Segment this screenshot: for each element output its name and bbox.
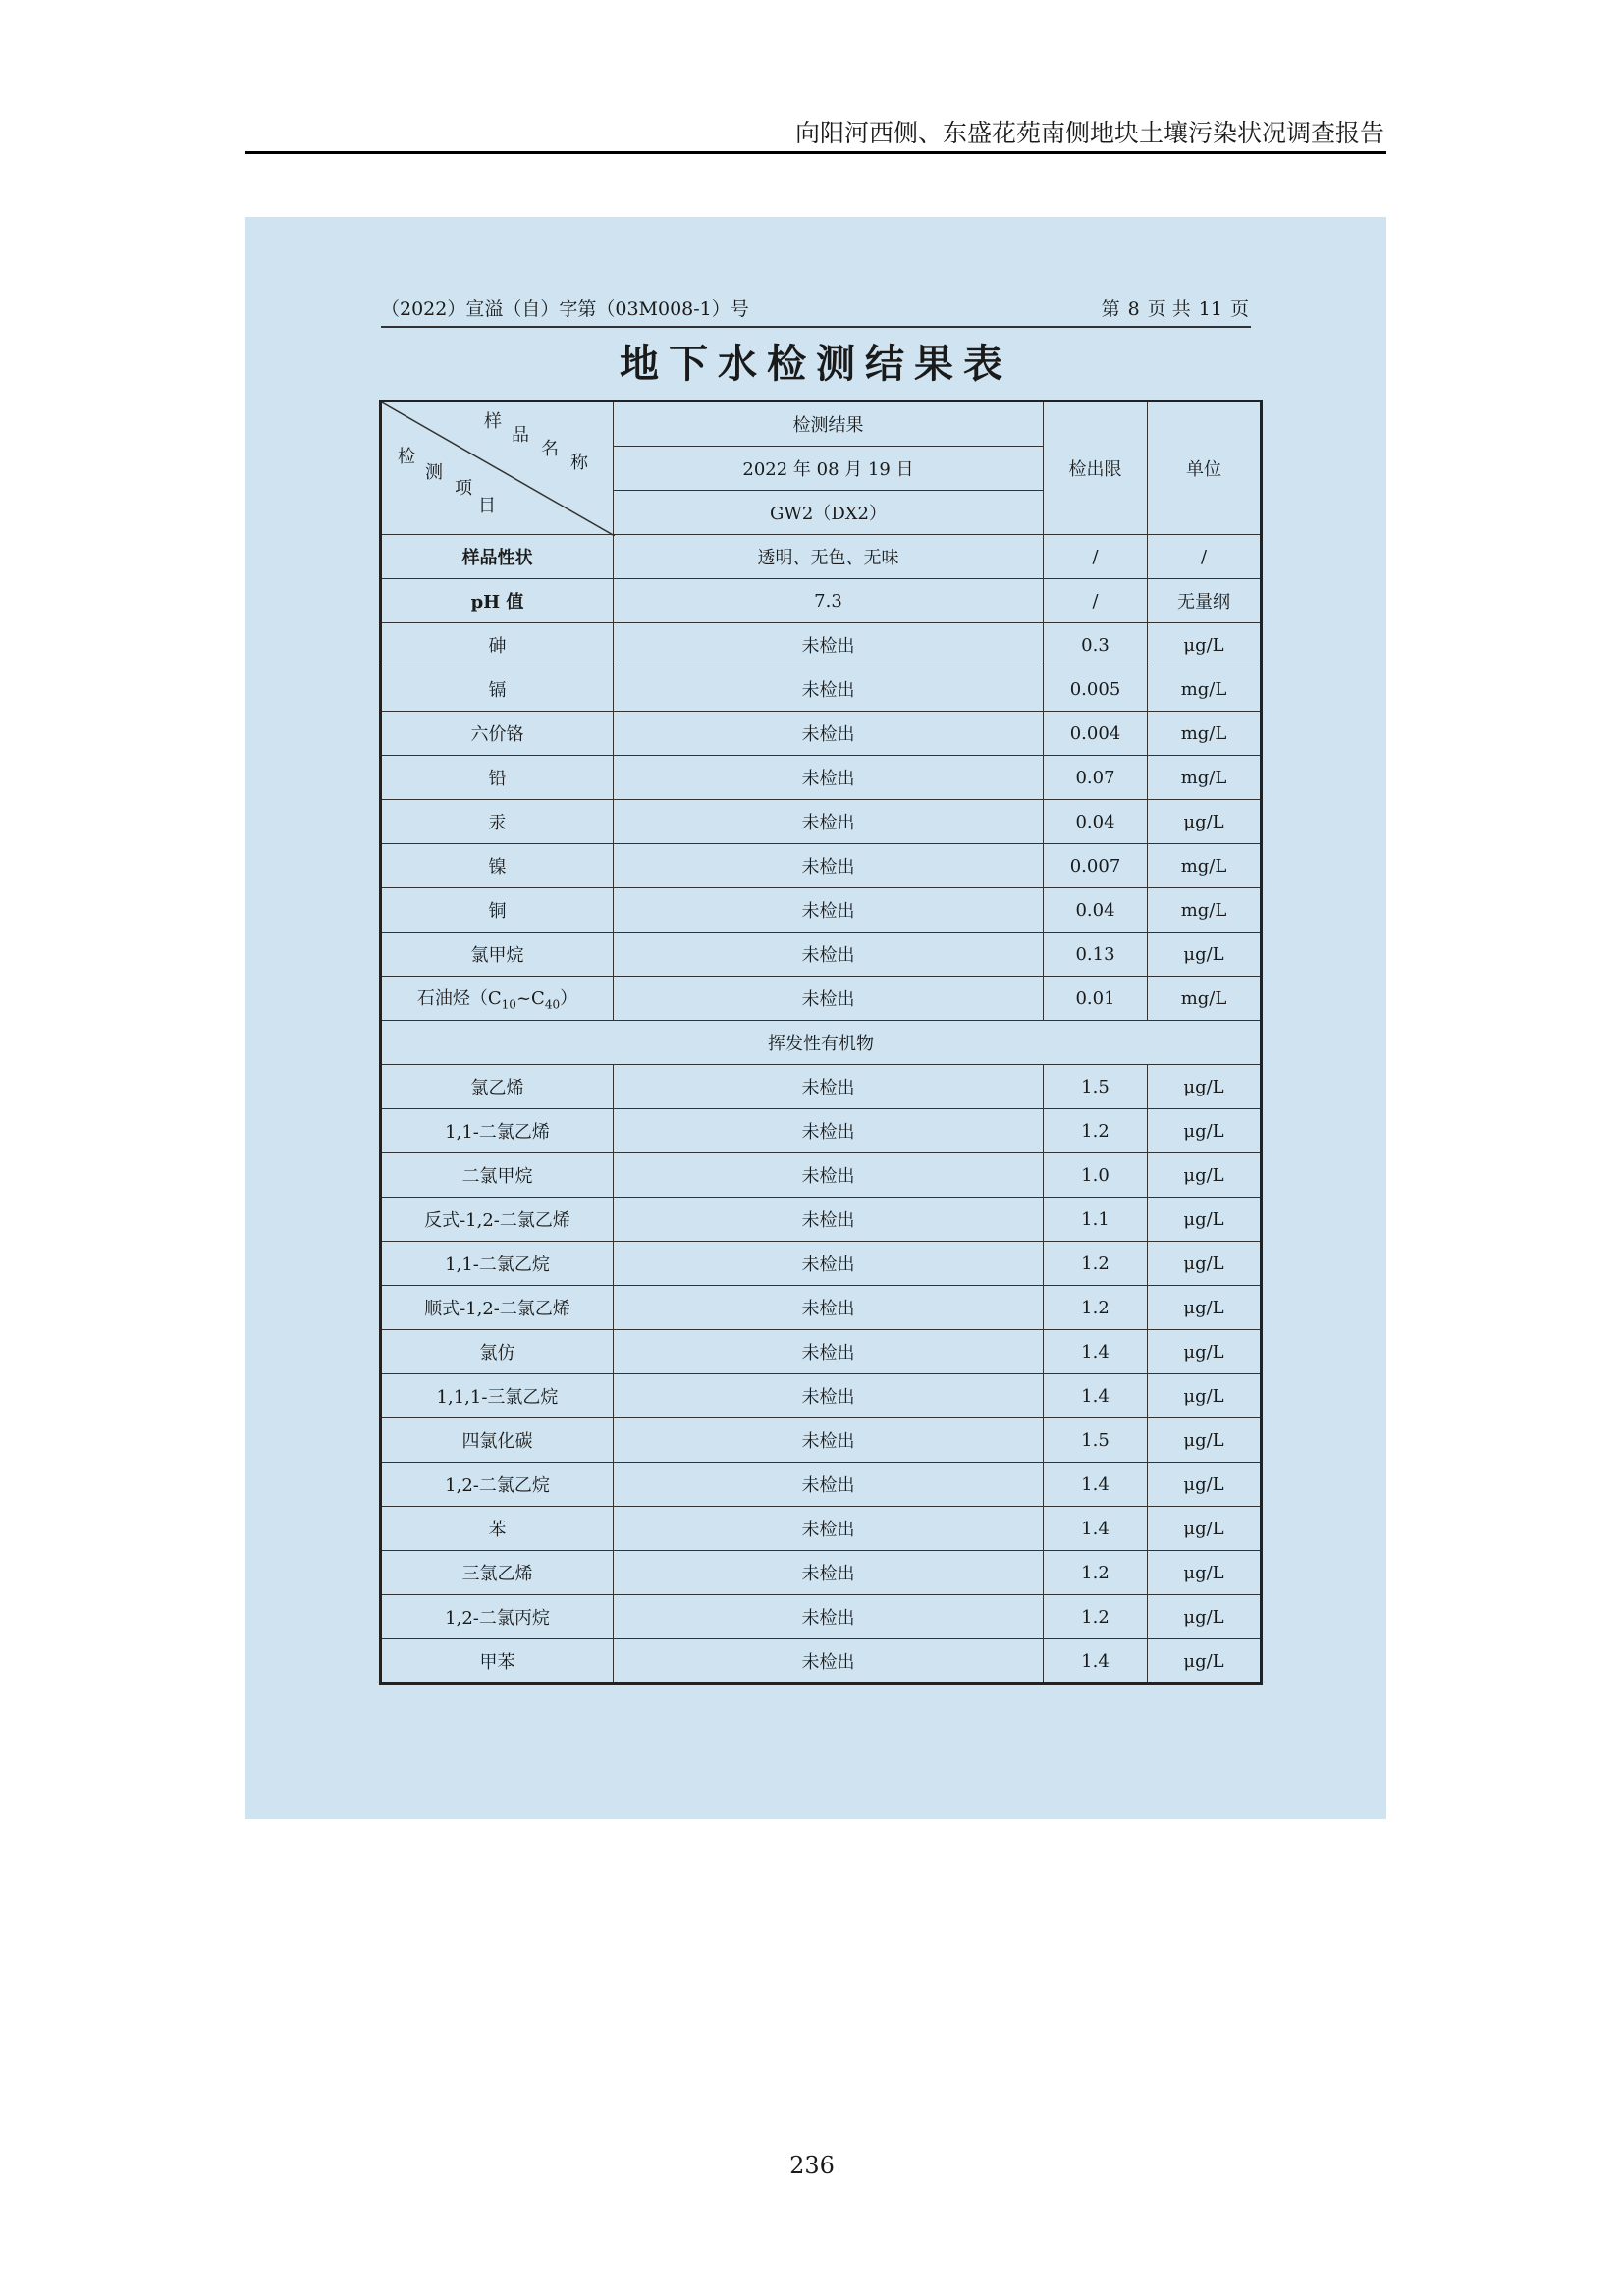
- results-header: 检测结果: [614, 401, 1044, 447]
- header-rule: [245, 151, 1386, 154]
- unit: /: [1148, 535, 1262, 579]
- test-result: 未检出: [614, 1639, 1044, 1684]
- unit: μg/L: [1148, 1507, 1262, 1551]
- petroleum-label-part: 10: [501, 997, 516, 1012]
- table-row: [381, 1507, 1262, 1551]
- report-number: （2022）宣溢（自）字第（03M008-1）号: [381, 298, 749, 320]
- table-row: [381, 756, 1262, 800]
- test-result: 未检出: [614, 933, 1044, 977]
- report-rule: [381, 326, 1251, 328]
- corner-sample-char: 品: [512, 425, 529, 446]
- test-result: 未检出: [614, 1286, 1044, 1330]
- corner-item-char: 检: [398, 447, 415, 467]
- unit-header: 单位: [1148, 401, 1262, 535]
- test-item: 三氯乙烯: [381, 1551, 614, 1595]
- page-total: 11: [1198, 298, 1222, 320]
- detection-limit: 1.2: [1044, 1242, 1148, 1286]
- test-result: 未检出: [614, 667, 1044, 712]
- table-row: [381, 844, 1262, 888]
- detection-limit: 0.004: [1044, 712, 1148, 756]
- detection-limit: /: [1044, 579, 1148, 623]
- table-row: [381, 1153, 1262, 1198]
- detection-limit: 1.4: [1044, 1507, 1148, 1551]
- detection-limit: 1.4: [1044, 1463, 1148, 1507]
- detection-limit: 0.04: [1044, 888, 1148, 933]
- corner-item-char: 测: [425, 462, 443, 483]
- corner-item-char: 目: [478, 496, 496, 516]
- detection-limit: 1.2: [1044, 1551, 1148, 1595]
- test-result: 7.3: [614, 579, 1044, 623]
- table-row: [381, 712, 1262, 756]
- petroleum-label-part: ）: [560, 988, 578, 1010]
- corner-header: [381, 401, 614, 535]
- unit: μg/L: [1148, 1153, 1262, 1198]
- petroleum-label-part: 40: [544, 997, 561, 1012]
- unit: μg/L: [1148, 623, 1262, 667]
- results-table: [379, 400, 1263, 1685]
- scanned-report: [245, 217, 1386, 1819]
- test-item: 二氯甲烷: [381, 1153, 614, 1198]
- test-result: 未检出: [614, 844, 1044, 888]
- detection-limit: 0.07: [1044, 756, 1148, 800]
- detection-limit: 1.5: [1044, 1418, 1148, 1463]
- unit: μg/L: [1148, 1286, 1262, 1330]
- unit: 无量纲: [1148, 579, 1262, 623]
- table-row: [381, 1374, 1262, 1418]
- table-row: [381, 1286, 1262, 1330]
- test-result: 未检出: [614, 1065, 1044, 1109]
- detection-limit: 1.1: [1044, 1198, 1148, 1242]
- unit: μg/L: [1148, 1198, 1262, 1242]
- test-item: 1,2-二氯乙烷: [381, 1463, 614, 1507]
- test-result: 未检出: [614, 1463, 1044, 1507]
- unit: μg/L: [1148, 1639, 1262, 1684]
- page-suffix: 页: [1229, 298, 1249, 320]
- unit: mg/L: [1148, 712, 1262, 756]
- table-row: [381, 535, 1262, 579]
- test-item: 甲苯: [381, 1639, 614, 1684]
- detection-limit: 1.4: [1044, 1639, 1148, 1684]
- test-item: 1,1-二氯乙烯: [381, 1109, 614, 1153]
- unit: μg/L: [1148, 1330, 1262, 1374]
- detection-limit: 1.0: [1044, 1153, 1148, 1198]
- test-result: 未检出: [614, 1507, 1044, 1551]
- test-result: 未检出: [614, 1242, 1044, 1286]
- table-row: [381, 1065, 1262, 1109]
- table-row: [381, 1639, 1262, 1684]
- detection-limit: 1.5: [1044, 1065, 1148, 1109]
- detection-limit: 1.2: [1044, 1286, 1148, 1330]
- table-row: [381, 1242, 1262, 1286]
- test-item: 砷: [381, 623, 614, 667]
- section-row: [381, 1021, 1262, 1065]
- test-item: 1,1-二氯乙烷: [381, 1242, 614, 1286]
- table-row: [381, 977, 1262, 1021]
- detection-limit: 0.005: [1044, 667, 1148, 712]
- table-row: [381, 579, 1262, 623]
- table-row: [381, 1330, 1262, 1374]
- test-item: 样品性状: [381, 535, 614, 579]
- test-result: 未检出: [614, 1418, 1044, 1463]
- test-item: 氯乙烯: [381, 1065, 614, 1109]
- table-row: [381, 667, 1262, 712]
- unit: μg/L: [1148, 1463, 1262, 1507]
- petroleum-label-part: 石油烃（C: [416, 988, 502, 1010]
- report-title: 地下水检测结果表: [620, 342, 1012, 387]
- test-result: 未检出: [614, 977, 1044, 1021]
- sample-id: GW2（DX2）: [614, 491, 1044, 535]
- detection-limit: 0.007: [1044, 844, 1148, 888]
- test-item: 铅: [381, 756, 614, 800]
- detection-limit: 1.2: [1044, 1595, 1148, 1639]
- unit: μg/L: [1148, 1418, 1262, 1463]
- test-result: 未检出: [614, 1330, 1044, 1374]
- test-result: 未检出: [614, 888, 1044, 933]
- test-item: 顺式-1,2-二氯乙烯: [381, 1286, 614, 1330]
- detection-limit: 1.4: [1044, 1374, 1148, 1418]
- table-row: [381, 1595, 1262, 1639]
- unit: μg/L: [1148, 1109, 1262, 1153]
- detection-limit: 1.2: [1044, 1109, 1148, 1153]
- test-result: 未检出: [614, 712, 1044, 756]
- table-row: [381, 1551, 1262, 1595]
- corner-sample-char: 样: [484, 411, 502, 432]
- corner-sample-char: 名: [541, 439, 559, 459]
- test-result: 未检出: [614, 623, 1044, 667]
- unit: mg/L: [1148, 844, 1262, 888]
- detection-limit: 0.01: [1044, 977, 1148, 1021]
- test-item: 四氯化碳: [381, 1418, 614, 1463]
- unit: mg/L: [1148, 667, 1262, 712]
- test-item: 汞: [381, 800, 614, 844]
- page-prefix: 第: [1101, 298, 1120, 320]
- test-item: 1,2-二氯丙烷: [381, 1595, 614, 1639]
- table-row: [381, 1463, 1262, 1507]
- unit: μg/L: [1148, 1551, 1262, 1595]
- test-result: 未检出: [614, 800, 1044, 844]
- table-row: [381, 933, 1262, 977]
- unit: μg/L: [1148, 1242, 1262, 1286]
- test-item: 铜: [381, 888, 614, 933]
- table-row: [381, 623, 1262, 667]
- table-row: [381, 1418, 1262, 1463]
- page-current: 8: [1127, 298, 1140, 320]
- unit: μg/L: [1148, 800, 1262, 844]
- detection-limit: /: [1044, 535, 1148, 579]
- test-result: 未检出: [614, 1109, 1044, 1153]
- test-item: [381, 977, 614, 1021]
- corner-sample-char: 称: [570, 453, 588, 473]
- unit: μg/L: [1148, 1065, 1262, 1109]
- test-result: 未检出: [614, 1551, 1044, 1595]
- unit: mg/L: [1148, 756, 1262, 800]
- table-row: [381, 800, 1262, 844]
- unit: μg/L: [1148, 1374, 1262, 1418]
- limit-header: 检出限: [1044, 401, 1148, 535]
- unit: μg/L: [1148, 933, 1262, 977]
- page-count: [1033, 295, 1249, 323]
- detection-limit: 0.04: [1044, 800, 1148, 844]
- section-label: 挥发性有机物: [381, 1021, 1262, 1065]
- page-middle: 页 共: [1147, 298, 1191, 320]
- test-item: 氯甲烷: [381, 933, 614, 977]
- test-result: 透明、无色、无味: [614, 535, 1044, 579]
- test-result: 未检出: [614, 756, 1044, 800]
- test-result: 未检出: [614, 1153, 1044, 1198]
- table-row: [381, 1109, 1262, 1153]
- page-header: 向阳河西侧、东盛花苑南侧地块土壤污染状况调查报告: [794, 119, 1384, 147]
- test-item: 苯: [381, 1507, 614, 1551]
- test-item: 氯仿: [381, 1330, 614, 1374]
- test-item: 1,1,1-三氯乙烷: [381, 1374, 614, 1418]
- detection-limit: 0.3: [1044, 623, 1148, 667]
- petroleum-label-part: ~C: [515, 988, 545, 1010]
- test-result: 未检出: [614, 1595, 1044, 1639]
- test-result: 未检出: [614, 1374, 1044, 1418]
- sampling-date: 2022 年 08 月 19 日: [614, 447, 1044, 491]
- unit: mg/L: [1148, 888, 1262, 933]
- page-number: 236: [789, 2152, 835, 2179]
- test-item: 反式-1,2-二氯乙烯: [381, 1198, 614, 1242]
- test-item: pH 值: [381, 579, 614, 623]
- test-result: 未检出: [614, 1198, 1044, 1242]
- detection-limit: 1.4: [1044, 1330, 1148, 1374]
- table-row: [381, 1198, 1262, 1242]
- corner-item-char: 项: [455, 478, 472, 499]
- detection-limit: 0.13: [1044, 933, 1148, 977]
- test-item: 六价铬: [381, 712, 614, 756]
- test-item: 镉: [381, 667, 614, 712]
- table-row: [381, 888, 1262, 933]
- test-item: 镍: [381, 844, 614, 888]
- unit: μg/L: [1148, 1595, 1262, 1639]
- unit: mg/L: [1148, 977, 1262, 1021]
